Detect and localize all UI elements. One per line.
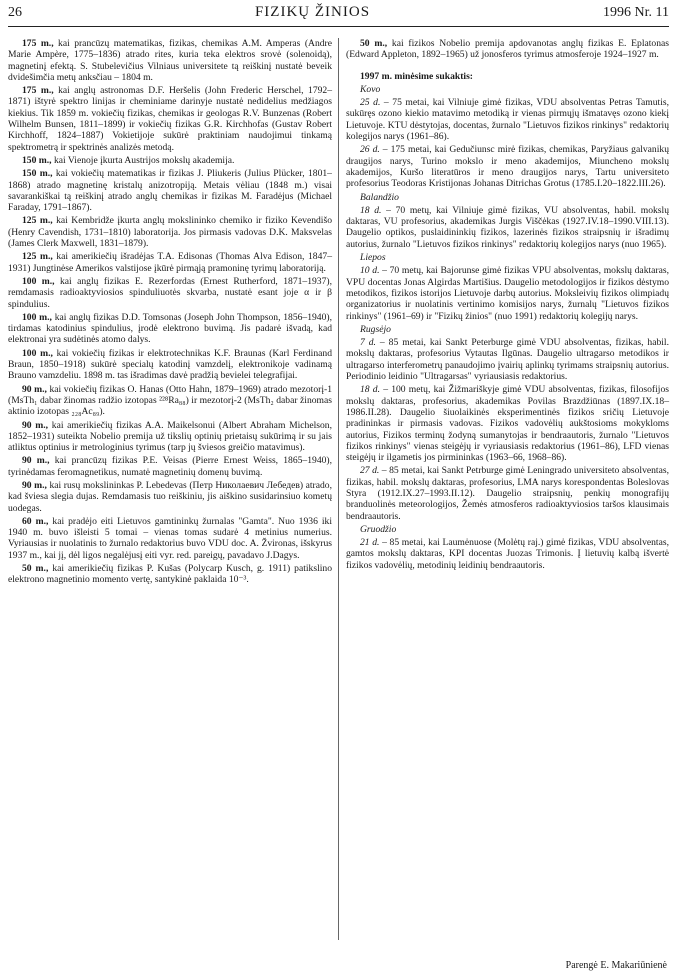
entry-lead: 100 m., [22,311,55,323]
entry-text: kai anglų fizikas D.D. Tomsonas (Joseph John Thompson, 1856–1940), tirdamas katodinius spindulius, įrodė elektrono buvimą. Jis padarė išvadą, kad elektronai yra sudėtinės atomo dalys. [8,311,332,346]
entry-lead: 175 m., [22,38,59,49]
entry-text: kai fizikos Nobelio premija apdovanotas anglų fizikas E. Eplatonas (Edward Appleton, 1892–1965) už jonosferos tyrimus atmosferoje 1924–1927 m. [346,38,669,61]
signature: Parengė E. Makariūnienė [565,960,667,971]
entry-lead: 90 m., [22,419,52,431]
month-heading: Rugsėjo [360,323,391,335]
entry-lead: 100 m., [22,347,57,359]
anniversary-entry [8,563,332,586]
entry-text: kai Vienoje įkurta Austrijos mokslų akademija. [53,154,235,166]
anniversary-entry [8,348,332,382]
entry-text: kai rusų mokslininkas P. Lebedevas (Петр Николаевич Лебедев) atrado, kad šviesa slegia dujas. Remdamasis tuo reiškiniu, jis aiškino susidarinsiuo kometų uodegas. [8,479,332,514]
entry-date: 18 d. [360,384,384,396]
entry-lead: 125 m., [22,251,57,263]
entry-text: – 70 metų, kai Vilniuje gimė fizikas, VU absolventas, habil. mokslų daktaras, VU profesorius, akademikas Jurgis Viščėkas (1927.IV.18–1990.VIII.13). Daugelio optikos, puslaidininkių fizikos, lazerinės fizikos straipsnių ir išradimų autorius, žurnalo "Lietuvos fizikos rinkinys" redaktorių kolegijos narys (nuo 1965). [346,204,669,250]
entry-date: 10 d. [360,265,383,277]
date-entry [346,265,669,321]
date-entry [346,97,669,142]
entry-text: – 100 metų, kai Žižmariškyje gimė VDU absolventas, fizikas, filosofijos mokslų daktaras, profesorius, akademikas Povilas Brazdžiūnas (1897.IX.18–1986.II.28). Daugelio šiuolaikinės eksperimentinės fizikos sričių Lietuvoje pradininkas ir pirmasis vadovas. Fizikos vadovėlių aukštosioms mokykloms autorius, Fizikos terminų žodyną sumanytojas ir bendraautoris, žurnalo "Lietuvos fizikos rinkinys" vienas steigėjų ir vyriausiasis redaktorius (1961–86), LFD vienas steigėjų ir ilgametis jos pirmininkas (1963–66, 1968–86). [346,384,669,464]
right-column [346,38,669,573]
date-entry [346,384,669,463]
page-number: 26 [8,5,22,20]
page-header [8,4,669,27]
anniversary-entry [8,215,332,249]
entry-text: kai vokiečių matematikas ir fizikas J. Pliukeris (Julius Plücker, 1801–1868) atrado magnetinę kristalų anizotropiją. Metais vėliau (1848 m.) visai savarankiškai tą reiškinį atrado anglų chemikas ir fizikas M. Faradėjus (Michael Faraday, 1791–1867). [8,168,332,214]
entry-text: kai prancūzų matematikas, fizikas, chemikas A.M. Amperas (Andre Marie Ampère, 1775–1836) atrado rites, kuria teka elektros srovė (solenoidą), magnetinį efektą. S. Stubelevičius Vilniaus universitete tą reiškinį nustatė beveik dvidešimčia metų anksčiau – 1804 m. [8,38,333,83]
column-divider [338,38,339,940]
month-heading: Liepos [360,252,386,264]
entry-date: 27 d. [360,465,382,477]
anniversary-entry [8,251,332,274]
entry-lead: 90 m., [22,455,55,467]
anniversary-entry [8,276,332,310]
anniversary-entry [8,455,332,478]
entry-lead: 100 m., [22,275,60,287]
issue-label: 1996 Nr. 11 [603,5,669,20]
month-heading: Gruodžio [360,523,397,535]
entry-lead: 150 m., [22,168,56,180]
entry-lead: 125 m., [22,215,57,227]
date-entry [346,537,669,571]
anniversary-entry [8,420,332,454]
anniversary-entry [8,168,332,213]
month-heading: Kovo [360,83,381,95]
entry-text: kai pradėjo eiti Lietuvos gamtininkų žurnalas "Gamta". Nuo 1936 iki 1940 m. buvo išleisti 5 tomai – vienas tomas sudarė 4 metinius numerius. Vyriausias ir nuolatinis to žurnalo redaktorius buvo VDU doc. A. Žvironas, išskyrus 1937 m., kai jį, dėl ligos negalėjusį eiti vyr. red. pareigų, pavadavo J.Dagys. [8,515,332,561]
entry-lead: 175 m., [22,85,59,97]
anniversary-entry [8,85,332,153]
entry-text: kai anglų astronomas D.F. Heršelis (John Frederic Herschel, 1792–1871) ištyrė spektro linijas ir cheminiame darinyje nustatė nedidelius medžiagos kiekius. Tik 1859 m. vokiečių fizikas, chemikas ir geologas R.V. Bunzenas (Robert Wilhelm Bunsen, 1811–1899) ir vokiečių fizikas G.R. Kirchhofas (Gustav Robert Kirchhoff, 1824–1887) Vokietijoje sukūrė praktiniam naudojimui tinkamą spektrometrą ir spektrinės analizės metodą. [8,85,333,153]
section-title: 1997 m. minėsime sukaktis: [360,70,473,82]
anniversary-entry [346,38,669,61]
entry-lead: 50 m., [360,38,392,49]
entry-date: 18 d. [360,204,387,216]
entry-text: – 85 metai, kai Laumėnuose (Molėtų raj.) gimė fizikas, VDU absolventas, gamtos mokslų daktaras, KPI docentas Juozas Trimonis. Į lietuvių kalbą išvertė fizikos vadovėlių, metodinių leidinių bendraautoris. [346,537,669,571]
entry-text: kai amerikiečių fizikas P. Kušas (Polycarp Kusch, g. 1911) patikslino elektrono magnetinio momento vertę, santykinė paklaida 10⁻³. [8,563,332,586]
anniversary-entry [8,312,332,346]
entry-text: kai anglų fizikas E. Rezerfordas (Ernest Rutherford, 1871–1937), remdamasis radioaktyviosios spinduliuotės skvarba, nustatė esant joje α ir β spindulius. [8,275,332,310]
entry-text: kai prancūzų fizikas P.E. Veisas (Pierre Ernest Weiss, 1865–1940), tyrinėdamas feromagnetikus, numatė magnetinių domenų buvimą. [8,455,333,478]
entry-text: – 85 metai, kai Sankt Peterburge gimė VDU absolventas, fizikas, habil. mokslų daktaras, profesorius Vytautas Ilgūnas. Daugelio ultragarso metodikos ir ultragarso interferometrų panaudojimo įvairių aplinkų tyrimams straipsnių autorius. Periodinio leidinio "Ultragarsas" vyriausiasis redaktorius. [346,337,669,383]
date-entry [346,337,669,382]
month-heading: Balandžio [360,191,399,203]
anniversary-entry [8,38,332,83]
entry-date: 7 d. [360,337,380,349]
entry-lead: 90 m., [22,479,50,491]
entry-text: – 70 metų, kai Bajorunse gimė fizikas VPU absolventas, mokslų daktaras, VPU docentas Jonas Algirdas Martišius. Daugelio metodologijos ir fizikos dėstymo metodikos, fizikos istorijos Lietuvoje darbų autorius. Moksleivių fizikos olimpiadų organizatorius ir nuolatinis vertinimo komisijos narys, žurnalų "Lietuvos fizikos rinkinys" (1961–69) ir "Fizikų žinios" (nuo 1991) redaktorių kolegijų narys. [346,265,669,322]
journal-title: FIZIKŲ ŽINIOS [254,4,371,20]
left-column [8,38,332,586]
entry-text: – 75 metai, kai Vilniuje gimė fizikas, VDU absolventas Petras Tamutis, sukūręs ozono kiekio matavimo metodiką ir vienas pirmųjų išmatavęs ozono kiekį Lietuvoje. KTU dėstytojas, docentas, žurnalo "Lietuvos fizikos rinkinys" redaktorių kolegijos narys (1961–86). [346,97,669,143]
date-entry [346,205,669,250]
entry-date: 26 d. [360,144,383,156]
entry-text: – 85 metai, kai Sankt Petrburge gimė Leningrado universiteto absolventas, fizikas, habil. mokslų daktaras, profesorius, LMA narys korespondentas Boleslovas Styra (1912.IX.27–1993.II.12). Daugelio straipsnių, penkių monografijų branduolinės meteorologijos, Žemės atmosferos radioaktyviosios taršos klausimais bendraautoris. [346,465,669,522]
entry-lead: 60 m., [22,515,53,527]
anniversary-entry [8,155,332,166]
entry-text: kai Kembridže įkurta anglų mokslininko chemiko ir fiziko Kevendišo (Henry Cavendish, 1731–1810) laboratorija. Jos pirmasis vadovas D.K. Maksvelas (James Clerk Maxwell, 1831–1879). [8,215,333,250]
entry-text: kai vokiečių fizikas O. Hanas (Otto Hahn, 1879–1969) atrado mezotorį-1 (MsTh₁ dabar žinomas radžio izotopas ²²⁸Ra₈₈) ir mezotorį-2 (MsTh₂ dabar žinomas aktinio izotopas ₂₂₈Ac₈₉). [8,383,332,418]
anniversary-entry [8,384,332,418]
entry-text: kai amerikiečių išradėjas T.A. Edisonas (Thomas Alva Edison, 1847–1931) Jungtinėse Amerikos valstijose įkūrė pirmąją pramoninę tyrimų laboratoriją. [8,251,332,274]
entry-lead: 50 m., [22,563,53,575]
entry-text: kai amerikiečių fizikas A.A. Maikelsonui (Albert Abraham Michelson, 1852–1931) suteikta Nobelio premija už tikslių optinių prietaisų sukūrimą ir su jais atliktus optinius ir metrologinius tyrimus (tarp jų šviesos greičio matavimus). [8,419,332,454]
date-entry [346,465,669,521]
entry-text: kai vokiečių fizikas ir elektrotechnikas K.F. Braunas (Karl Ferdinand Braun, 1850–1918) sukūrė specialų katodinį vamzdelį, elektronikoje vadinamą Brauno vamzdeliu. 1898 m. tas išradimas davė pradžią bevielei telegrafijai. [8,347,332,382]
entry-text: – 175 metai, kai Gedučiunsc mirė fizikas, chemikas, Paryžiaus galvanikų draugijos narys, Turino mokslo ir meno akademijos, Miuncheno mokslų akademijos, Kuršo literatūros ir meno draugijos narys, Tartu universiteto profesorius Teodoras Kristijonas Johanas Ditrichas Grotus (1785.I.20–1822.III.26). [346,144,669,190]
entry-date: 25 d. [360,97,384,109]
entry-date: 21 d. [360,537,383,549]
date-entry [346,144,669,189]
anniversary-entry [8,516,332,561]
anniversary-entry [8,480,332,514]
entry-lead: 90 m., [22,383,50,395]
entry-lead: 150 m., [22,154,54,166]
